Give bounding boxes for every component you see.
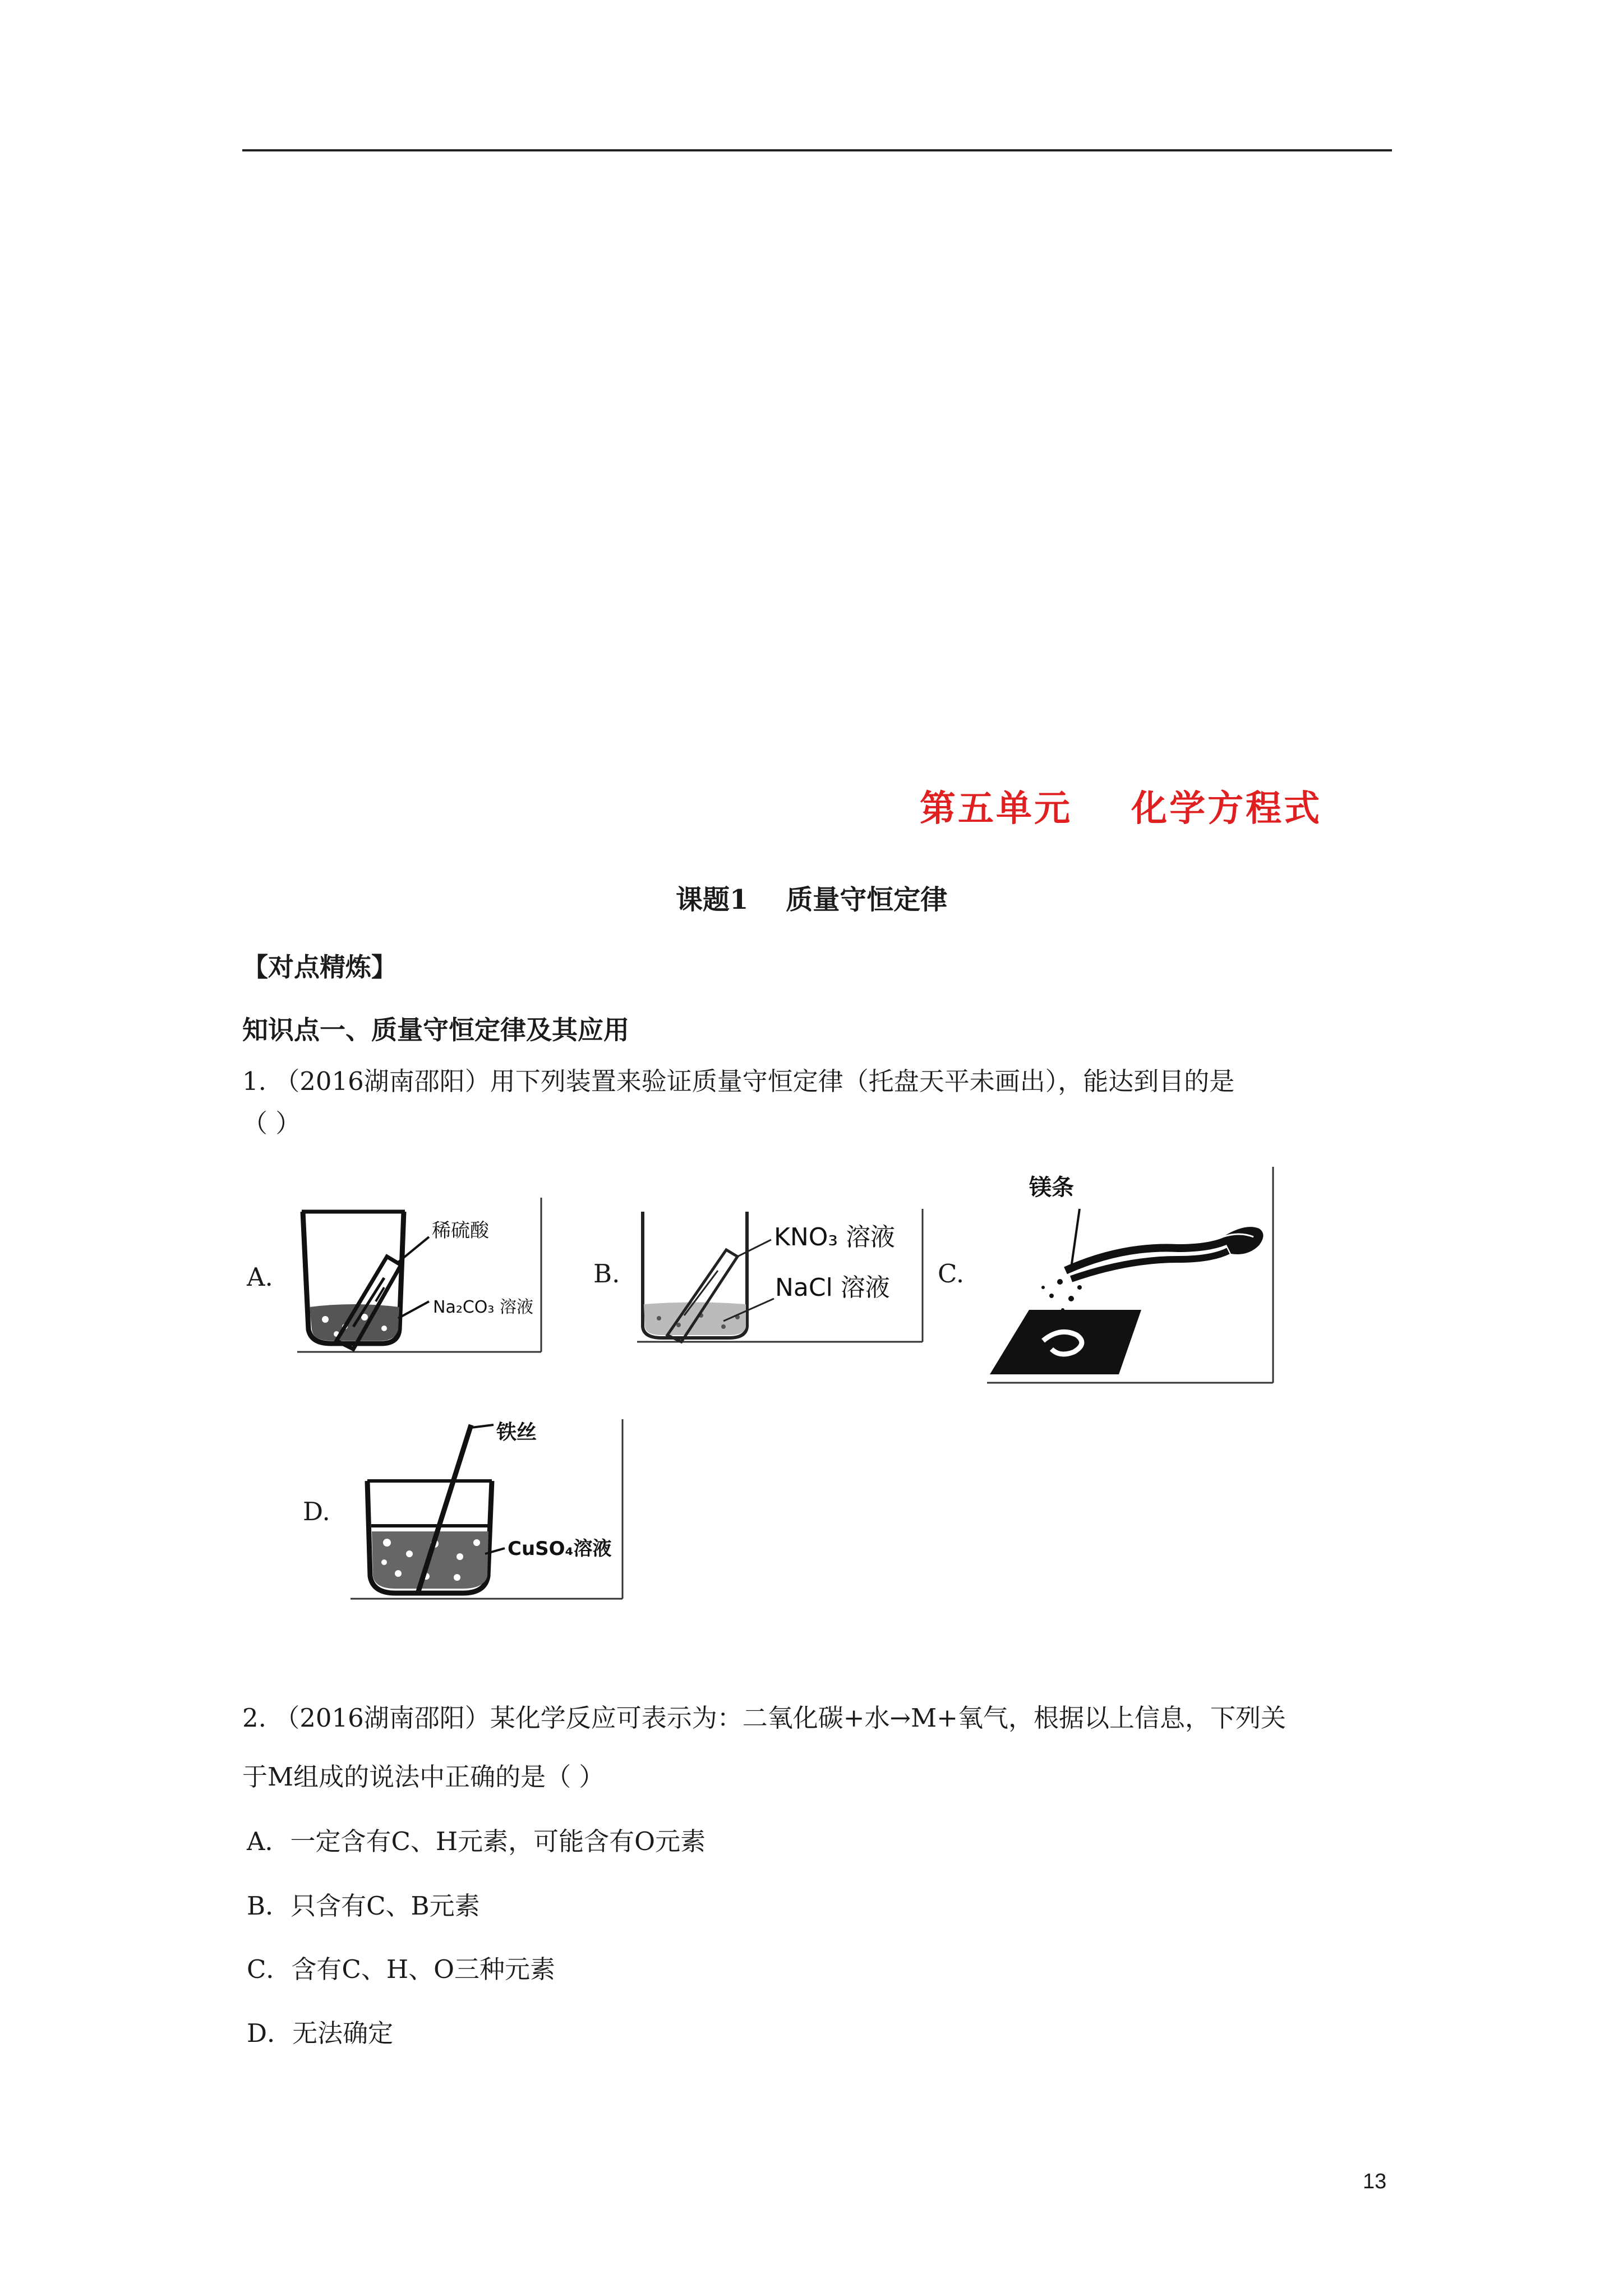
label-nacl-solution: NaCl 溶液 bbox=[775, 1273, 890, 1302]
q1-option-b-letter: B. bbox=[593, 1259, 620, 1289]
q1-option-c-figure bbox=[976, 1161, 1279, 1388]
q1-option-c-letter: C. bbox=[938, 1259, 965, 1289]
unit-title: 第五单元 化学方程式 bbox=[920, 788, 1322, 830]
q2-option-d: D．无法确定 bbox=[247, 2018, 394, 2048]
q2-option-b: B．只含有C、B元素 bbox=[247, 1891, 480, 1921]
q2-option-a: A．一定含有C、H元素，可能含有O元素 bbox=[247, 1826, 706, 1856]
q1-option-a-letter: A. bbox=[247, 1262, 273, 1292]
header-rule bbox=[242, 149, 1392, 151]
q1-option-d-letter: D. bbox=[303, 1497, 330, 1526]
section-tag: 【对点精炼】 bbox=[242, 952, 397, 982]
label-na2co3-solution: Na₂CO₃ 溶液 bbox=[433, 1297, 533, 1317]
label-magnesium-ribbon: 镁条 bbox=[1029, 1175, 1074, 1200]
q2-option-c: C．含有C、H、O三种元素 bbox=[247, 1954, 555, 1984]
label-kno3-solution: KNO₃ 溶液 bbox=[774, 1223, 896, 1251]
q1-option-b-figure bbox=[634, 1200, 925, 1346]
label-cuso4-solution: CuSO₄溶液 bbox=[508, 1538, 612, 1560]
q2-stem-line2: 于M组成的说法中正确的是（ ） bbox=[242, 1762, 605, 1792]
label-iron-wire: 铁丝 bbox=[496, 1421, 537, 1444]
q1-option-d-figure bbox=[345, 1414, 625, 1604]
q2-stem-line1: 2. （2016湖南邵阳）某化学反应可表示为：二氧化碳+水→M+氧气，根据以上信息，下列关 bbox=[242, 1703, 1286, 1733]
page-number: 13 bbox=[1363, 2170, 1387, 2193]
q1-option-a-figure bbox=[292, 1189, 550, 1358]
knowledge-point-title: 知识点一、质量守恒定律及其应用 bbox=[242, 1015, 629, 1045]
q1-stem-line2: （ ） bbox=[242, 1108, 301, 1138]
q1-stem-line1: 1. （2016湖南邵阳）用下列装置来验证质量守恒定律（托盘天平未画出），能达到目的是 bbox=[242, 1066, 1235, 1096]
label-dilute-sulfuric-acid: 稀硫酸 bbox=[432, 1220, 489, 1242]
lesson-title: 课题1 质量守恒定律 bbox=[676, 884, 948, 915]
